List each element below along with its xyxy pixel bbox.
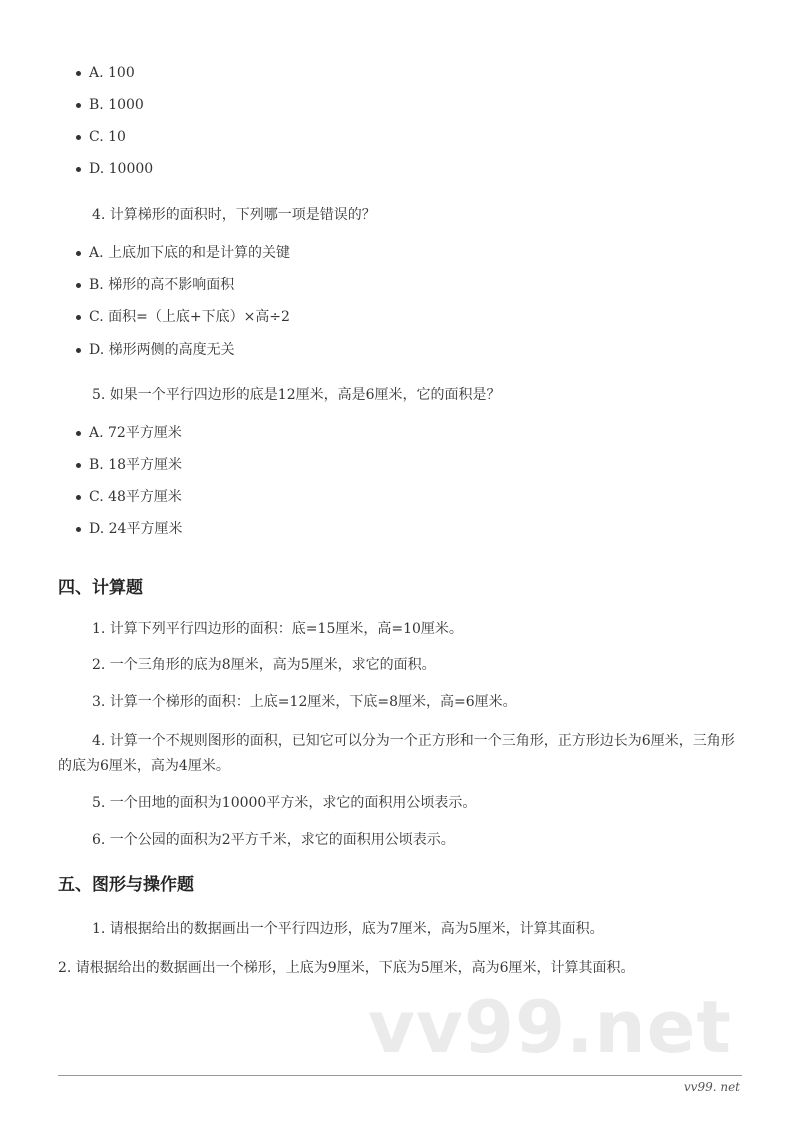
q4-option-a [76, 243, 290, 263]
calc-item-2: 2. 一个三角形的底为8厘米，高为5厘米，求它的面积。 [92, 657, 436, 673]
calc-item-4: 4. 计算一个不规则图形的面积，已知它可以分为一个正方形和一个三角形，正方形边长为6厘米，三角形的底为6厘米，高为4厘米。 [58, 733, 735, 774]
q5-option-a [76, 423, 182, 443]
bullet-icon [76, 167, 81, 172]
calc-item-3: 3. 计算一个梯形的面积：上底=12厘米，下底=8厘米，高=6厘米。 [92, 694, 517, 710]
option-label: A. 100 [89, 65, 135, 81]
calc-item-6: 6. 一个公园的面积为2平方千米，求它的面积用公顷表示。 [92, 832, 455, 848]
calc-item-5: 5. 一个田地的面积为10000平方米，求它的面积用公顷表示。 [92, 795, 477, 811]
q3-option-b [76, 95, 144, 115]
q4-option-c [76, 307, 290, 327]
watermark: vv99.net [368, 985, 732, 1069]
bullet-icon [76, 135, 81, 140]
q4-option-d [76, 340, 235, 360]
option-label: A. 上底加下底的和是计算的关键 [89, 245, 291, 261]
option-label: C. 48平方厘米 [89, 489, 182, 505]
footer-divider [58, 1075, 742, 1076]
section-5-heading: 五、图形与操作题 [58, 875, 194, 895]
option-label: D. 10000 [89, 161, 154, 177]
calc-item-1: 1. 计算下列平行四边形的面积：底=15厘米，高=10厘米。 [92, 621, 463, 637]
bullet-icon [76, 283, 81, 288]
option-label: C. 10 [89, 129, 126, 145]
q5-option-c [76, 487, 182, 507]
option-label: D. 24平方厘米 [89, 521, 183, 537]
draw-item-2: 2. 请根据给出的数据画出一个梯形，上底为9厘米，下底为5厘米，高为6厘米，计算其面积。 [58, 960, 635, 976]
option-label: C. 面积=（上底+下底）×高÷2 [89, 309, 290, 325]
footer-site: vv99. net [683, 1080, 740, 1094]
option-label: B. 1000 [89, 97, 144, 113]
bullet-icon [76, 431, 81, 436]
option-label: D. 梯形两侧的高度无关 [89, 342, 235, 358]
option-label: B. 梯形的高不影响面积 [89, 277, 235, 293]
question-4: 4. 计算梯形的面积时，下列哪一项是错误的？ [92, 207, 376, 223]
bullet-icon [76, 463, 81, 468]
option-label: B. 18平方厘米 [89, 457, 183, 473]
option-label: A. 72平方厘米 [89, 425, 182, 441]
bullet-icon [76, 495, 81, 500]
bullet-icon [76, 348, 81, 353]
section-4-heading: 四、计算题 [58, 578, 143, 598]
q4-option-b [76, 275, 234, 295]
q3-option-a [76, 63, 135, 83]
bullet-icon [76, 71, 81, 76]
q3-option-c [76, 127, 126, 147]
bullet-icon [76, 527, 81, 532]
question-5: 5. 如果一个平行四边形的底是12厘米，高是6厘米，它的面积是？ [92, 387, 501, 403]
draw-item-1: 1. 请根据给出的数据画出一个平行四边形，底为7厘米，高为5厘米，计算其面积。 [92, 921, 604, 937]
bullet-icon [76, 251, 81, 256]
q5-option-d [76, 519, 182, 539]
bullet-icon [76, 103, 81, 108]
q3-option-d [76, 159, 153, 179]
bullet-icon [76, 315, 81, 320]
q5-option-b [76, 455, 182, 475]
